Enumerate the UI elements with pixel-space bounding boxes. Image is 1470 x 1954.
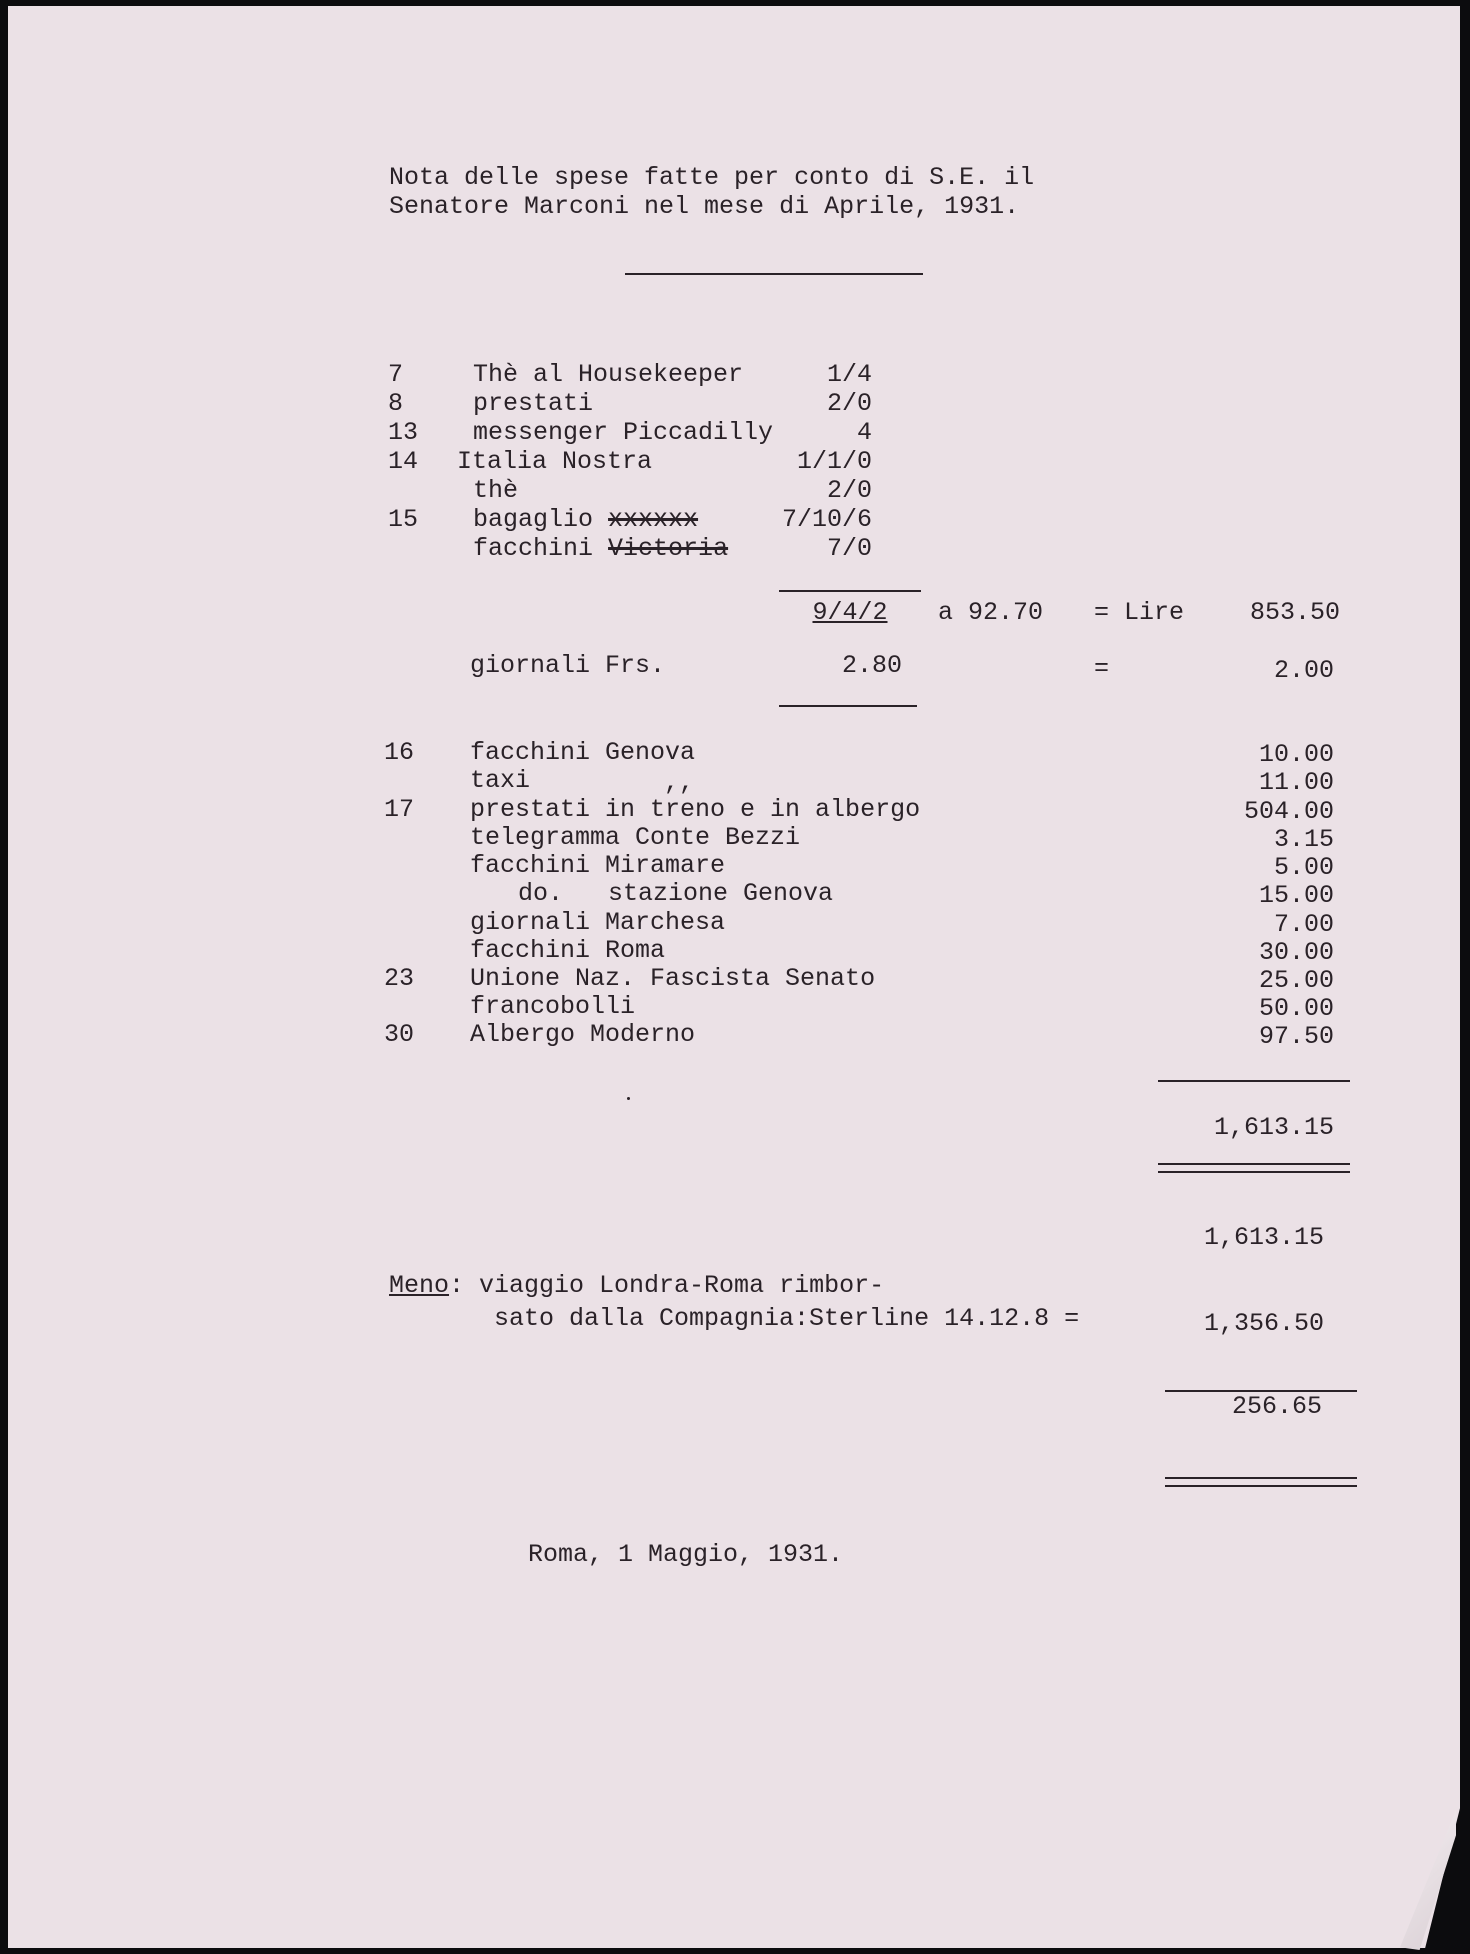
item-amount: 3.15: [1273, 825, 1334, 854]
item-amount: 2/0: [826, 476, 872, 505]
item-description: Unione Naz. Fascista Senato: [470, 964, 876, 993]
item-day: 7: [388, 360, 404, 389]
exchange-rate: a 92.70: [938, 598, 1044, 627]
item-description: telegramma Conte Bezzi: [470, 823, 801, 852]
item-day: 14: [388, 447, 419, 476]
item-amount: 4: [856, 418, 872, 447]
item-amount: 25.00: [1258, 966, 1334, 995]
item-description: [473, 391, 593, 416]
item-description: [473, 536, 728, 561]
item-description: [473, 478, 518, 503]
subtotal-rule: [1158, 1080, 1350, 1082]
balance-double-rule-top: [1165, 1477, 1357, 1479]
item-description: prestati in treno e in albergo: [470, 795, 921, 824]
subtotal-double-rule-top: [1158, 1163, 1350, 1165]
item-day: 13: [388, 418, 419, 447]
item-description: [457, 449, 652, 474]
item-amount: 30.00: [1258, 938, 1334, 967]
deduction-line-2: sato dalla Compagnia:Sterline 14.12.8 =: [494, 1304, 1080, 1333]
struck-out-text: xxxxxx: [608, 505, 699, 534]
header-line-2: Senatore Marconi nel mese di Aprile, 1931.: [389, 192, 1020, 221]
deduction-amount: 1,356.50: [1203, 1309, 1324, 1338]
equals-lire: = Lire: [1094, 598, 1185, 627]
item-description-text: prestati: [473, 389, 594, 418]
giornali-rule: [779, 705, 917, 707]
giornali-frs-label: giornali Frs.: [470, 651, 666, 680]
subtotal-double-rule-bottom: [1158, 1171, 1350, 1173]
deduction-label: Meno: [389, 1271, 450, 1300]
item-description: Albergo Moderno: [470, 1020, 696, 1049]
item-amount: 97.50: [1258, 1022, 1334, 1051]
item-day: 15: [388, 505, 419, 534]
giornali-lire-amount: 2.00: [1273, 656, 1334, 685]
sterling-lire-amount: 853.50: [1249, 598, 1340, 627]
giornali-equals: =: [1094, 654, 1110, 683]
item-amount: 1/4: [826, 360, 872, 389]
item-description: taxi: [470, 766, 531, 795]
item-description: [473, 420, 773, 445]
item-day: 16: [384, 738, 415, 767]
header-rule: [625, 273, 923, 275]
item-amount: 15.00: [1258, 881, 1334, 910]
giornali-frs-value: 2.80: [841, 651, 902, 680]
footer-date: Roma, 1 Maggio, 1931.: [528, 1540, 844, 1569]
sterling-sum: 9/4/2: [812, 598, 888, 627]
deduction-text-1: : viaggio Londra-Roma rimbor-: [449, 1271, 885, 1300]
item-day: 8: [388, 389, 404, 418]
item-description: facchini Genova: [470, 738, 696, 767]
item-amount: 10.00: [1258, 740, 1334, 769]
item-day: 17: [384, 795, 415, 824]
item-day: 23: [384, 964, 415, 993]
balance-double-rule-bottom: [1165, 1485, 1357, 1487]
sterling-sum-rule: [779, 590, 921, 592]
item-description-text: Italia Nostra: [457, 447, 653, 476]
item-description: [473, 507, 698, 532]
item-description-text: facchini: [473, 534, 594, 563]
stray-mark: [627, 1097, 630, 1100]
item-amount: 7/0: [826, 534, 872, 563]
subtotal-amount: 1,613.15: [1213, 1113, 1334, 1142]
struck-out-text: Victoria: [608, 534, 729, 563]
item-description: [473, 362, 743, 387]
item-description: facchini Miramare: [470, 851, 726, 880]
item-description: giornali Marchesa: [470, 908, 726, 937]
ditto-mark: ,,: [664, 768, 695, 797]
item-description: francobolli: [470, 992, 636, 1021]
item-description: facchini Roma: [470, 936, 666, 965]
subtotal-repeat: 1,613.15: [1203, 1223, 1324, 1252]
item-description-text: thè: [473, 476, 519, 505]
deduction-line-1: [389, 1273, 884, 1298]
item-description: do. stazione Genova: [518, 879, 834, 908]
item-description-text: Thè al Housekeeper: [473, 360, 744, 389]
item-amount: 5.00: [1273, 853, 1334, 882]
item-amount: 1/1/0: [796, 447, 872, 476]
item-day: 30: [384, 1020, 415, 1049]
item-amount: 7.00: [1273, 910, 1334, 939]
header-line-1: Nota delle spese fatte per conto di S.E. il: [389, 163, 1035, 192]
item-amount: 11.00: [1258, 768, 1334, 797]
item-amount: 504.00: [1243, 797, 1334, 826]
item-amount: 2/0: [826, 389, 872, 418]
item-amount: 50.00: [1258, 994, 1334, 1023]
item-amount: 7/10/6: [781, 505, 872, 534]
item-description-text: messenger Piccadilly: [473, 418, 774, 447]
item-description-text: bagaglio: [473, 505, 594, 534]
balance-amount: 256.65: [1231, 1392, 1322, 1421]
